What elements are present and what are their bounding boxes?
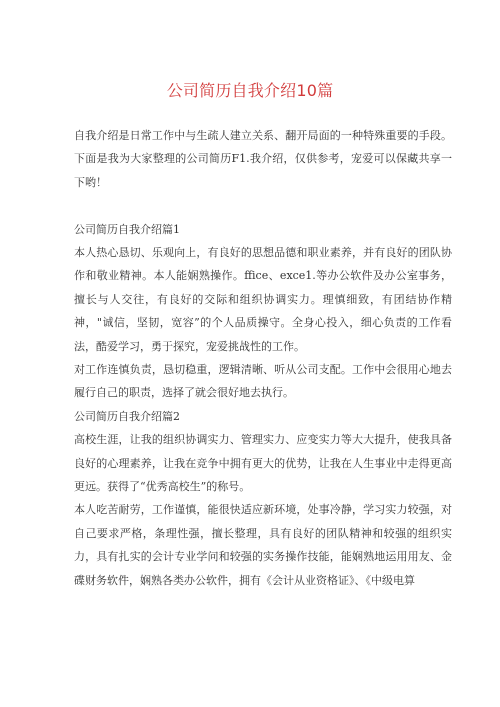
- section-heading: 公司简历自我介绍篇1: [74, 222, 180, 236]
- section-paragraph: 本人吃苦耐劳，工作谨慎，能很快适应新环境，处事冷静，学习实力较强，对自己要求严格，条理性强，擅长整理，具有良好的团队精神和较强的组织实力，具有扎实的会计专业学问和较强的实务操作技能，能娴熟地运用用友、金碟财务软件，娴熟各类办公软件，拥有《会计从业资格证》、《中级电算: [74, 503, 452, 587]
- document-title: 公司简历自我介绍10篇: [166, 81, 334, 100]
- section-heading: 公司简历自我介绍篇2: [74, 409, 180, 423]
- section-paragraph: 本人热心恳切、乐观向上，有良好的思想品德和职业素养，并有良好的团队协作和敬业精神。本人能娴熟操作。ffice、exce1.等办公软件及办公室事务，擅长与人交往，有良好的交际和组织协调实力。理慎细致，有团结协作精神，"诚信，坚韧，宽容”的个人品质操守。全身心投入，细心负责的工作看法，酷爱学习，勇于探究，宠爱挑战性的工作。: [74, 246, 452, 353]
- paragraph-gap: [74, 194, 452, 217]
- section-paragraph: 高校生涯，让我的组织协调实力、管理实力、应变实力等大大提升，使我具备良好的心理素养，让我在竞争中拥有更大的优势，让我在人生事业中走得更高更远。获得了“优秀高校生”的称号。: [74, 433, 452, 494]
- document-body: [74, 124, 452, 592]
- section-paragraph: 对工作连慎负责，恳切稳重，逻辑清晰、听从公司支配。工作中会很用心地去履行自己的职责，选择了就会很好地去执行。: [74, 363, 452, 400]
- intro-paragraph: 自我介绍是日常工作中与生疏人建立关系、翻开局面的一种特殊重要的手段。下面是我为大家整理的公司简历F1.我介绍，仅供参考，宠爱可以保藏共享一下哟！: [74, 129, 452, 189]
